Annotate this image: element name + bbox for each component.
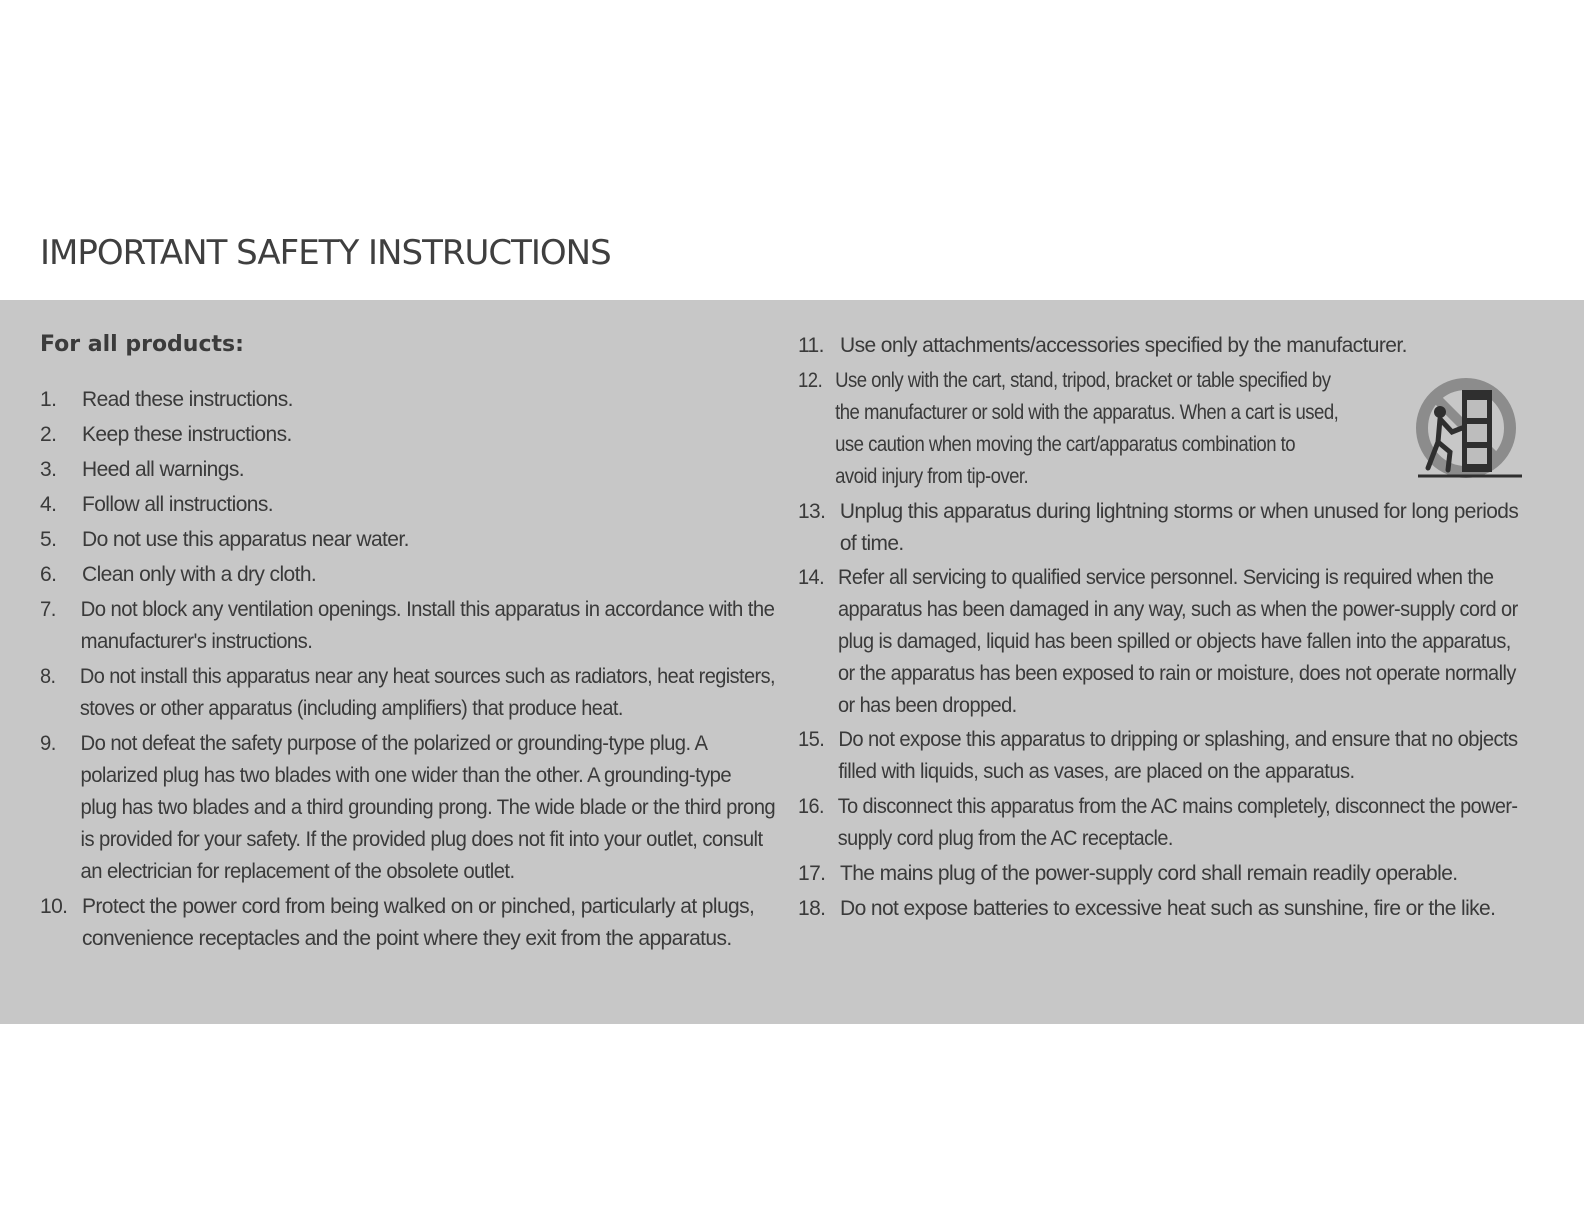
item-number: 2. bbox=[40, 423, 57, 446]
item-text-line: Do not block any ventilation openings. Install this apparatus in accordance with the bbox=[80, 598, 775, 621]
item-text-line: The mains plug of the power-supply cord shall remain readily operable. bbox=[840, 862, 1458, 885]
item-text-line: of time. bbox=[839, 532, 904, 555]
list-item bbox=[40, 559, 316, 591]
item-text-line: convenience receptacles and the point where they exit from the apparatus. bbox=[82, 927, 732, 950]
cart-tip-over-warning-icon bbox=[1412, 372, 1524, 482]
list-item bbox=[798, 791, 1517, 855]
item-text-line: apparatus has been damaged in any way, such as when the power-supply cord or bbox=[837, 598, 1518, 621]
list-item bbox=[798, 330, 1407, 362]
list-item bbox=[798, 893, 1495, 925]
item-text-line: Refer all servicing to qualified service personnel. Servicing is required when the bbox=[837, 566, 1494, 589]
item-text-line: is provided for your safety. If the provided plug does not fit into your outlet, consult bbox=[80, 828, 763, 851]
item-text-line: Clean only with a dry cloth. bbox=[82, 563, 317, 586]
item-number: 11. bbox=[798, 334, 824, 357]
item-text-line: Follow all instructions. bbox=[82, 493, 274, 516]
item-text-line: supply cord plug from the AC receptacle. bbox=[837, 827, 1173, 850]
list-item bbox=[40, 454, 244, 486]
item-text-line: use caution when moving the cart/apparatus combination to bbox=[835, 433, 1296, 456]
list-item bbox=[40, 594, 774, 658]
item-number: 3. bbox=[40, 458, 57, 481]
item-text-line: an electrician for replacement of the obsolete outlet. bbox=[80, 860, 515, 883]
item-text-line: plug has two blades and a third grounding prong. The wide blade or the third prong bbox=[80, 796, 776, 819]
item-text-line: Read these instructions. bbox=[82, 388, 293, 411]
item-text-line: Heed all warnings. bbox=[82, 458, 244, 481]
item-text-line: To disconnect this apparatus from the AC mains completely, disconnect the power- bbox=[837, 795, 1518, 818]
item-text-line: Do not install this apparatus near any heat sources such as radiators, heat registers, bbox=[79, 665, 775, 688]
item-text-line: manufacturer's instructions. bbox=[80, 630, 313, 653]
item-text-line: Unplug this apparatus during lightning storms or when unused for long periods bbox=[839, 500, 1519, 523]
item-text-line: Protect the power cord from being walked on or pinched, particularly at plugs, bbox=[82, 895, 755, 918]
item-number: 8. bbox=[40, 665, 56, 688]
list-item bbox=[40, 891, 754, 955]
item-number: 10. bbox=[40, 895, 68, 918]
list-item bbox=[40, 661, 775, 725]
item-text-line: the manufacturer or sold with the apparatus. When a cart is used, bbox=[835, 401, 1339, 424]
list-item bbox=[798, 496, 1518, 560]
item-text-line: Do not defeat the safety purpose of the polarized or grounding-type plug. A bbox=[80, 732, 708, 755]
item-number: 18. bbox=[798, 897, 826, 920]
item-number: 9. bbox=[40, 732, 56, 755]
list-item bbox=[798, 562, 1518, 722]
item-number: 7. bbox=[40, 598, 56, 621]
item-text-line: plug is damaged, liquid has been spilled or objects have fallen into the apparatus, bbox=[837, 630, 1511, 653]
item-number: 6. bbox=[40, 563, 57, 586]
page-title: IMPORTANT SAFETY INSTRUCTIONS bbox=[40, 233, 611, 273]
section-subheading: For all products: bbox=[40, 332, 244, 357]
item-text-line: avoid injury from tip-over. bbox=[835, 465, 1029, 488]
list-item bbox=[40, 489, 273, 521]
item-number: 14. bbox=[798, 566, 825, 589]
list-item bbox=[798, 724, 1518, 788]
list-item bbox=[40, 419, 292, 451]
item-text-line: or has been dropped. bbox=[837, 694, 1017, 717]
item-text-line: Use only with the cart, stand, tripod, bracket or table specified by bbox=[835, 369, 1331, 392]
list-item bbox=[40, 728, 775, 888]
item-text-line: Keep these instructions. bbox=[82, 423, 292, 446]
item-number: 12. bbox=[798, 369, 823, 392]
item-text-line: filled with liquids, such as vases, are placed on the apparatus. bbox=[838, 760, 1355, 783]
item-text-line: polarized plug has two blades with one wider than the other. A grounding-type bbox=[80, 764, 732, 787]
item-text-line: or the apparatus has been exposed to rain or moisture, does not operate normally bbox=[837, 662, 1516, 685]
item-text-line: Do not expose batteries to excessive heat such as sunshine, fire or the like. bbox=[840, 897, 1496, 920]
item-text-line: stoves or other apparatus (including amplifiers) that produce heat. bbox=[79, 697, 623, 720]
item-number: 5. bbox=[40, 528, 57, 551]
item-text-line: Do not use this apparatus near water. bbox=[82, 528, 409, 551]
item-number: 13. bbox=[798, 500, 826, 523]
list-item bbox=[798, 365, 1338, 493]
list-item bbox=[798, 858, 1458, 890]
item-number: 16. bbox=[798, 795, 824, 818]
item-number: 17. bbox=[798, 862, 826, 885]
list-item bbox=[40, 524, 409, 556]
item-number: 1. bbox=[40, 388, 57, 411]
item-number: 4. bbox=[40, 493, 57, 516]
list-item bbox=[40, 384, 293, 416]
item-number: 15. bbox=[798, 728, 825, 751]
item-text-line: Use only attachments/accessories specified by the manufacturer. bbox=[840, 334, 1407, 357]
item-text-line: Do not expose this apparatus to dripping or splashing, and ensure that no objects bbox=[838, 728, 1518, 751]
